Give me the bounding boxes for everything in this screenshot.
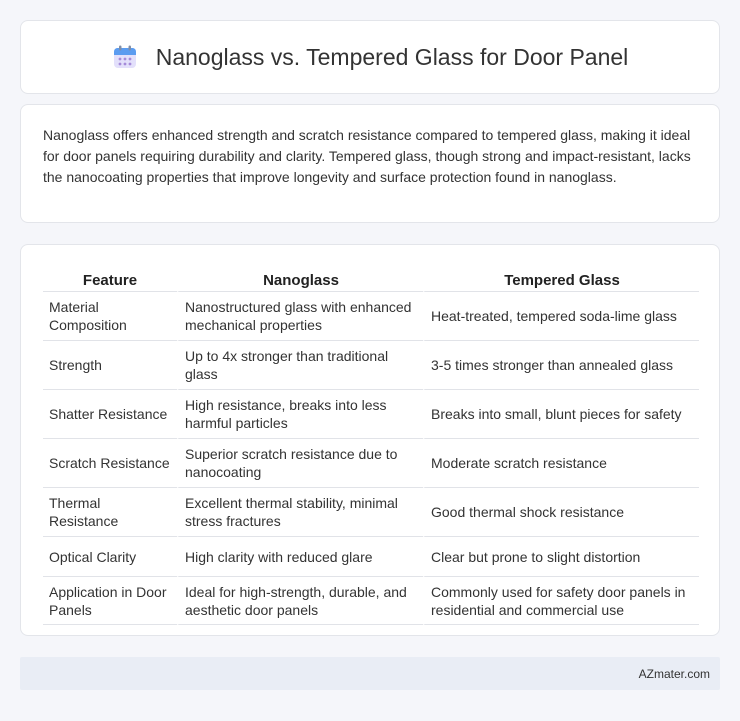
page-title: Nanoglass vs. Tempered Glass for Door Panel <box>155 43 629 70</box>
calendar-icon <box>112 44 138 70</box>
summary-card <box>20 104 720 223</box>
table-row <box>43 536 699 576</box>
nanoglass-cell: High clarity with reduced glare <box>177 536 423 576</box>
header-feature: Feature <box>82 272 138 289</box>
feature-cell: Thermal Resistance <box>43 487 177 536</box>
table-row <box>43 291 699 340</box>
feature-cell: Application in Door Panels <box>43 576 177 625</box>
table-row <box>43 487 699 536</box>
feature-cell: Scratch Resistance <box>43 438 177 487</box>
header-tempered-glass: Tempered Glass <box>423 265 699 291</box>
table-row <box>43 389 699 438</box>
nanoglass-cell: Ideal for high-strength, durable, and aesthetic door panels <box>177 576 423 625</box>
feature-cell: Optical Clarity <box>43 536 177 576</box>
feature-cell: Strength <box>43 340 177 389</box>
tempered-glass-cell: 3-5 times stronger than annealed glass <box>423 340 699 389</box>
nanoglass-cell: Up to 4x stronger than traditional glass <box>177 340 423 389</box>
table-row <box>43 438 699 487</box>
tempered-glass-cell: Moderate scratch resistance <box>423 438 699 487</box>
comparison-card <box>20 244 720 636</box>
footer-bar <box>20 657 720 690</box>
tempered-glass-cell: Good thermal shock resistance <box>423 487 699 536</box>
nanoglass-cell: High resistance, breaks into less harmful particles <box>177 389 423 438</box>
footer-site-link[interactable]: AZmater.com <box>638 666 710 681</box>
nanoglass-cell: Superior scratch resistance due to nanocoating <box>177 438 423 487</box>
title-card <box>20 20 720 94</box>
feature-cell: Shatter Resistance <box>43 389 177 438</box>
comparison-table <box>43 265 699 625</box>
nanoglass-cell: Nanostructured glass with enhanced mechanical properties <box>177 291 423 340</box>
tempered-glass-cell: Commonly used for safety door panels in residential and commercial use <box>423 576 699 625</box>
tempered-glass-cell: Clear but prone to slight distortion <box>423 536 699 576</box>
feature-cell: Material Composition <box>43 291 177 340</box>
nanoglass-cell: Excellent thermal stability, minimal stress fractures <box>177 487 423 536</box>
table-row <box>43 576 699 625</box>
table-header-row <box>43 265 699 291</box>
title-row <box>112 44 629 71</box>
tempered-glass-cell: Heat-treated, tempered soda-lime glass <box>423 291 699 340</box>
table-row <box>43 340 699 389</box>
header-nanoglass: Nanoglass <box>177 265 423 291</box>
tempered-glass-cell: Breaks into small, blunt pieces for safety <box>423 389 699 438</box>
summary-text: Nanoglass offers enhanced strength and scratch resistance compared to tempered glass, making it ideal for door panels requiring durability and clarity. Tempered glass, though strong and impact-resistant, lacks the nanocoating properties that improve longevity and surface protection found in nanoglass. <box>43 127 691 185</box>
